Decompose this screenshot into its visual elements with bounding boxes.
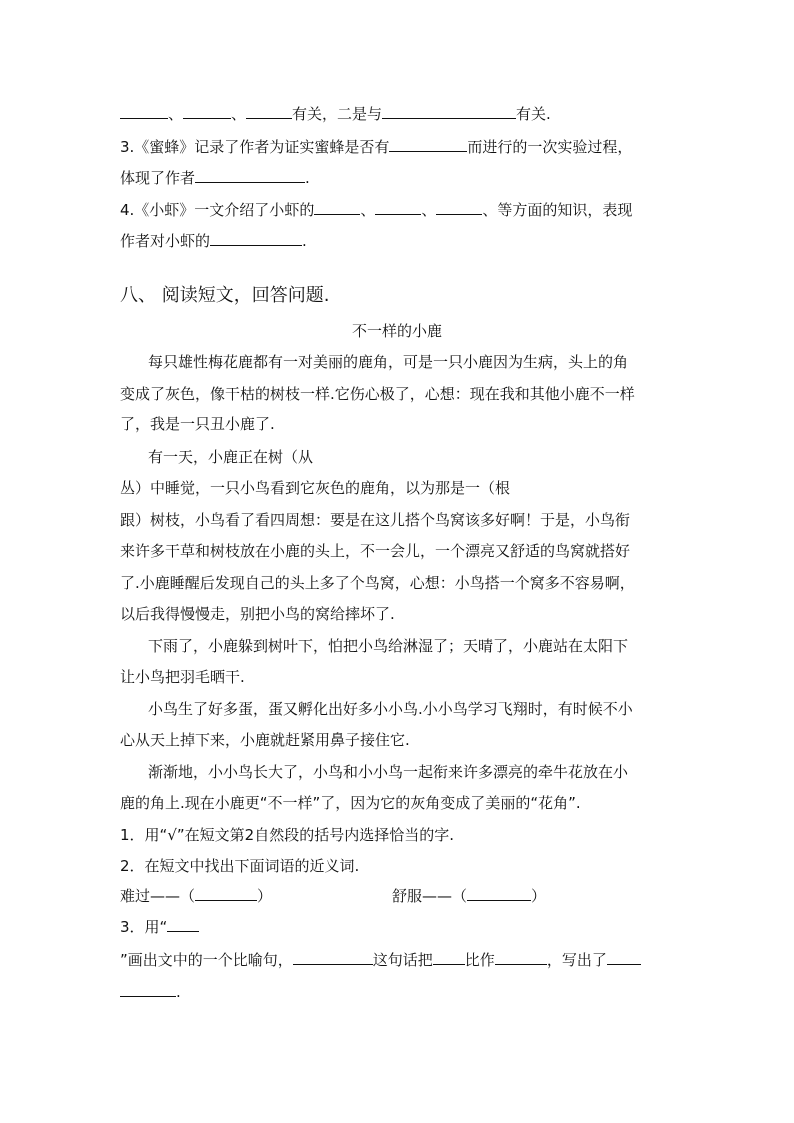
text: . [176,983,181,1001]
blank[interactable] [382,102,516,119]
blank[interactable] [246,102,292,119]
paragraph-5-line: 渐渐地，小小鸟长大了，小鸟和小小鸟一起衔来许多漂亮的牵牛花放在小 [148,763,629,781]
blank[interactable] [210,229,302,246]
blank[interactable] [167,915,199,932]
text: 体现了作者 [120,169,196,187]
section-heading: 八、 阅读短文，回答问题. [120,285,330,306]
text: 、等方面的知识，表现 [482,201,633,219]
question-3-line-3 [120,980,181,1002]
text: . [302,232,307,250]
paragraph-3-line: 下雨了，小鹿躲到树叶下，怕把小鸟给淋湿了；天晴了，小鹿站在太阳下 [148,637,629,655]
blank[interactable] [433,948,465,965]
text: 3．用“ [120,918,168,936]
question-1: 1．用“√”在短文第2自然段的括号内选择恰当的字. [120,826,454,844]
blank[interactable] [120,980,176,997]
question-4-line-2 [120,229,307,251]
paragraph-4-line: 小鸟生了好多蛋，蛋又孵化出好多小小鸟.小小鸟学习飞翔时，有时候不小 [148,700,633,718]
text: 有关. [516,105,551,123]
text: 、 [421,201,437,219]
paragraph-2-line: 来许多干草和树枝放在小鹿的头上，不一会儿，一个漂亮又舒适的鸟窝就搭好 [120,542,631,560]
paragraph-1-line: 每只雄性梅花鹿都有一对美丽的鹿角，可是一只小鹿因为生病，头上的角 [148,353,629,371]
question-3-line-2 [120,166,310,188]
paragraph-1-line: 变成了灰色，像干枯的树枝一样.它伤心极了，心想：现在我和其他小鹿不一样 [120,385,635,403]
blank[interactable] [183,102,231,119]
blank[interactable] [120,102,168,119]
paragraph-2-line: 了.小鹿睡醒后发现自己的头上多了个鸟窝，心想：小鸟搭一个窝多不容易啊， [120,574,635,592]
blank[interactable] [195,166,305,183]
blank[interactable] [389,135,467,152]
question-2-answer-a [120,884,272,906]
text: 而进行的一次实验过程， [467,138,633,156]
question-2: 2．在短文中找出下面词语的近义词. [120,857,360,875]
text: ） [257,887,273,905]
paragraph-2-line: 以后我得慢慢走，别把小鸟的窝给摔坏了. [120,605,395,623]
answer-blank[interactable] [467,884,531,901]
blank[interactable] [293,948,373,965]
text: 4.《小虾》一文介绍了小虾的 [120,201,315,219]
blank[interactable] [436,198,482,215]
blank[interactable] [495,948,547,965]
blank[interactable] [607,948,641,965]
text: 难过——（ [120,887,196,905]
text: 、 [168,105,184,123]
paragraph-2-line: 有一天，小鹿正在树（从 [148,448,314,466]
paragraph-3-line: 让小鸟把羽毛晒干. [120,668,245,686]
text: 舒服——（ [392,887,468,905]
text: ） [531,887,547,905]
paragraph-5-line: 鹿的角上.现在小鹿更“不一样”了，因为它的灰角变成了美丽的“花角”. [120,794,581,812]
blank[interactable] [375,198,421,215]
story-title: 不一样的小鹿 [351,322,442,340]
text: 这句话把 [372,951,433,969]
paragraph-4-line: 心从天上掉下来，小鹿就赶紧用鼻子接住它. [120,731,410,749]
question-3-line [120,135,632,157]
text: 、 [360,201,376,219]
answer-blank[interactable] [195,884,257,901]
text: 作者对小虾的 [120,232,211,250]
text: ，写出了 [546,951,607,969]
text: 3.《蜜蜂》记录了作者为证实蜜蜂是否有 [120,138,390,156]
fill-line-1 [120,102,551,124]
question-4-line [120,198,632,220]
question-3 [120,915,199,937]
text: . [305,169,310,187]
text: 比作 [464,951,495,969]
text: ”画出文中的一个比喻句， [120,951,293,969]
paragraph-2-line: 跟）树枝，小鸟看了看四周想：要是在这儿搭个鸟窝该多好啊！于是，小鸟衔 [120,511,631,529]
question-3-line-2 [120,948,641,970]
question-2-answer-b [392,884,546,906]
paragraph-1-line: 了，我是一只丑小鹿了. [120,415,275,433]
paragraph-2-line: 丛）中睡觉，一只小鸟看到它灰色的鹿角，以为那是一（根 [120,479,511,497]
blank[interactable] [314,198,360,215]
text: 、 [231,105,247,123]
text: 有关，二是与 [292,105,383,123]
